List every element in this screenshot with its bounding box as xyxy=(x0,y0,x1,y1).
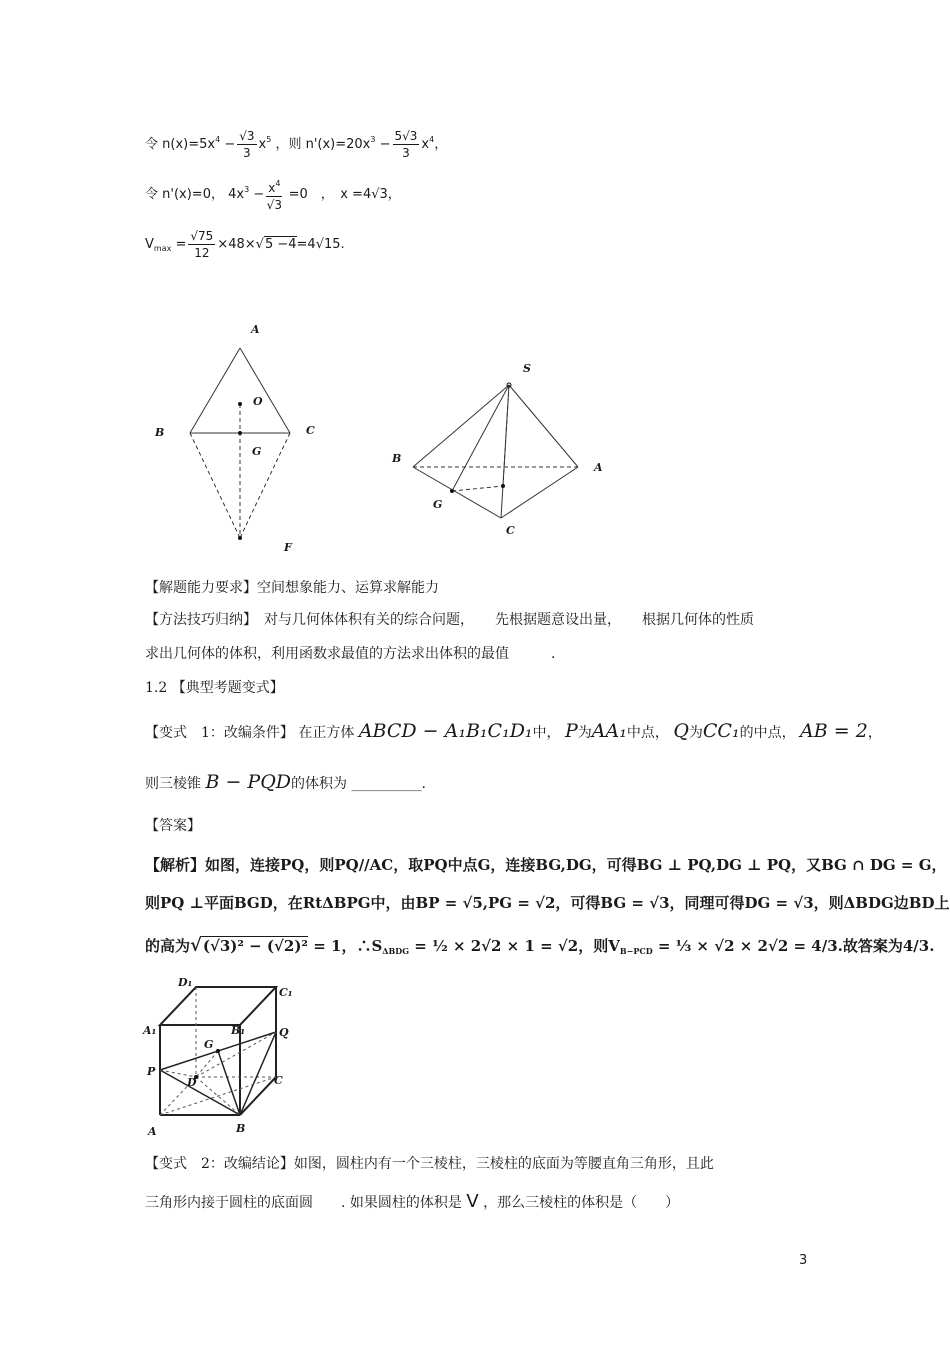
cube-label-p: P xyxy=(147,1065,156,1078)
label-s: S xyxy=(523,362,531,375)
page-number: 3 xyxy=(799,1253,808,1268)
variant1-line1 xyxy=(145,722,882,742)
var-x: x xyxy=(268,181,276,195)
numer xyxy=(266,176,282,197)
ability-requirement: 【解题能力要求】空间想象能力、运算求解能力 xyxy=(145,580,439,596)
text: 中， xyxy=(532,725,561,741)
sqrt-sign: √ xyxy=(190,935,202,956)
var-q: Q xyxy=(673,720,689,742)
edge-ab xyxy=(190,348,240,433)
analysis-line1: 【解析】如图，连接PQ，则PQ//AC，取PQ中点G，连接BG,DG，可得BG ⊥ PQ,DG ⊥ PQ，又BG ∩ DG = G， xyxy=(145,856,947,874)
expr-nprime-zero: n'(x)=0， xyxy=(162,187,224,202)
point-f xyxy=(238,536,242,540)
exp: 4 xyxy=(275,179,281,188)
point-o xyxy=(238,402,242,406)
face-top xyxy=(160,987,276,1025)
edge-qb xyxy=(240,1032,276,1115)
label-f: F xyxy=(284,541,292,554)
sub: B−PCD xyxy=(619,946,653,956)
text: 的中点， xyxy=(739,725,796,741)
point-g xyxy=(216,1049,220,1053)
var-v: V xyxy=(145,237,154,252)
denom: √3 xyxy=(266,198,282,212)
text: = ½ × 2√2 × 1 = √2，则V xyxy=(414,937,620,955)
text: ，那么三棱柱的体积是（ ） xyxy=(483,1195,680,1211)
cube-label-c1: C₁ xyxy=(279,986,293,999)
text-ling: 令 xyxy=(145,187,159,202)
sub-max: max xyxy=(153,244,172,253)
label-b: B xyxy=(155,426,165,439)
edge-ac xyxy=(240,348,290,433)
var-v: V xyxy=(466,1191,479,1212)
text: 三角形内接于圆柱的底面圆 . 如果圆柱的体积是 xyxy=(145,1195,462,1211)
expr-aa1: AA₁ xyxy=(591,720,627,742)
variant2-line1: 【变式 2：改编结论】如图，圆柱内有一个三棱柱，三棱柱的底面为等腰直角三角形，且此 xyxy=(145,1156,714,1172)
label-a: A xyxy=(251,323,260,336)
edge-gh xyxy=(452,486,503,491)
var-p: P xyxy=(565,720,578,742)
text: 的体积为 __________. xyxy=(291,776,426,792)
section-heading: 1.2 【典型考题变式】 xyxy=(145,680,284,696)
sqrt-content: (√3)² − (√2)² xyxy=(202,937,308,955)
frac-5sqrt3-over-3 xyxy=(393,128,420,161)
point-g xyxy=(450,489,454,493)
exp: 4 xyxy=(215,135,221,144)
expr-pyramid: B − PQD xyxy=(205,771,292,793)
analysis-line3 xyxy=(145,936,934,961)
expr-cube: ABCD − A₁B₁C₁D₁ xyxy=(358,720,533,742)
expr-n-x: n(x)=5x xyxy=(162,137,216,152)
eq: = xyxy=(175,237,187,252)
text: 中点， xyxy=(626,725,669,741)
label-g: G xyxy=(252,445,262,458)
edge-sg xyxy=(452,385,509,491)
label-o: O xyxy=(253,395,263,408)
method-summary-1: 【方法技巧归纳】 对与几何体体积有关的综合问题， 先根据题意设出量， 根据几何体的性质 xyxy=(145,612,754,628)
figure-cube xyxy=(140,975,300,1145)
edge-ac xyxy=(501,467,578,518)
exp: 3 xyxy=(244,185,250,194)
label-a2: A xyxy=(594,461,603,474)
denom: 3 xyxy=(402,146,410,160)
edge-sh xyxy=(503,385,509,486)
period: . xyxy=(340,237,345,252)
numer: √75 xyxy=(190,229,214,243)
expr-ab: AB = 2 xyxy=(800,720,868,742)
sub: ΔBDG xyxy=(382,946,410,956)
numer: √3 xyxy=(239,129,255,143)
text: 为 xyxy=(688,725,703,741)
cube-label-d: D xyxy=(187,1076,197,1089)
sqrt3: √3 xyxy=(371,187,388,202)
text: 则三棱锥 xyxy=(145,776,201,792)
text-ze: ，则 xyxy=(275,137,302,152)
formula-line-1: 令 $n(x)=5x^4$ − $\frac{√3}{3}$ $x^5$ ，则 $n'(x)=20x^3$ − $\frac{5√3}{3}$ $x^4$， xyxy=(145,129,448,160)
expr-cc1: CC₁ xyxy=(702,720,740,742)
edge-bf xyxy=(190,433,240,538)
numer: 5√3 xyxy=(394,129,418,143)
analysis-line2: 则PQ ⊥平面BGD，在RtΔBPG中，由BP = √5,PG = √2，可得BG = √3，同理可得DG = √3，则ΔBDG边BD上 xyxy=(145,894,950,912)
cube-label-a: A xyxy=(148,1125,157,1138)
exp: 4 xyxy=(429,135,435,144)
eq-4: =4 xyxy=(296,237,316,252)
text: ， xyxy=(867,725,882,741)
cube-label-b: B xyxy=(236,1122,246,1135)
figure-pyramid xyxy=(395,360,615,540)
var-x: x xyxy=(421,137,430,152)
edge-bc xyxy=(413,467,501,518)
cube-label-a1: A₁ xyxy=(143,1024,157,1037)
label-b2: B xyxy=(392,452,402,465)
method-summary-2: 求出几何体的体积，利用函数求最值的方法求出体积的最值 . xyxy=(145,646,556,662)
point-h xyxy=(501,484,505,488)
denom: 3 xyxy=(243,146,251,160)
expr-x-eq: =0 ， x =4 xyxy=(288,187,372,202)
label-g2: G xyxy=(433,498,443,511)
exp: 5 xyxy=(266,135,272,144)
answer-heading: 【答案】 xyxy=(145,818,201,834)
label-c: C xyxy=(306,424,315,437)
edge-sa xyxy=(509,385,578,467)
sqrt-5-4: 5 −4 xyxy=(264,237,297,252)
label-c2: C xyxy=(506,524,515,537)
variant1-line2 xyxy=(145,773,426,793)
cube-label-c: C xyxy=(274,1074,283,1087)
sqrt15: √15 xyxy=(315,237,341,252)
formula-line-2: 令 n'(x)=0， $4x^3$ − $\frac{x^4}{√3}$ =0 ， x =4√3， xyxy=(145,176,401,213)
expr-nprime: n'(x)=20x xyxy=(305,137,371,152)
cube-label-b1: B₁ xyxy=(231,1024,246,1037)
formula-line-3: $V_{max}$ = $\frac{√75}{12}$ ×48×√5 −4=4√15. xyxy=(145,229,345,260)
text: = ⅓ × √2 × 2√2 = 4/3.故答案为4/3. xyxy=(657,937,935,955)
comma: ， xyxy=(387,187,401,202)
text: 【变式 1：改编条件】 在正方体 xyxy=(145,725,355,741)
times-48: ×48× xyxy=(217,237,256,252)
text-ling: 令 xyxy=(145,137,159,152)
text: 的高为 xyxy=(145,937,191,955)
var-x: x xyxy=(258,137,267,152)
edge-sb xyxy=(413,385,509,467)
exp: 3 xyxy=(370,135,376,144)
denom: 12 xyxy=(194,246,210,260)
comma: ， xyxy=(434,137,448,152)
point-g xyxy=(238,431,242,435)
text: 为 xyxy=(577,725,592,741)
edge-cf xyxy=(240,433,290,538)
text: = 1，∴S xyxy=(313,937,383,955)
variant2-line2 xyxy=(145,1193,679,1212)
frac-sqrt75-over-12 xyxy=(188,228,215,261)
frac-sqrt3-over-3 xyxy=(237,128,256,161)
expr-4x: 4x xyxy=(228,187,245,202)
cube-label-g: G xyxy=(204,1038,214,1051)
cube-label-d1: D₁ xyxy=(178,976,193,989)
figure-kite xyxy=(150,320,320,560)
frac-x4-over-sqrt3 xyxy=(266,176,282,213)
cube-label-q: Q xyxy=(279,1026,289,1039)
